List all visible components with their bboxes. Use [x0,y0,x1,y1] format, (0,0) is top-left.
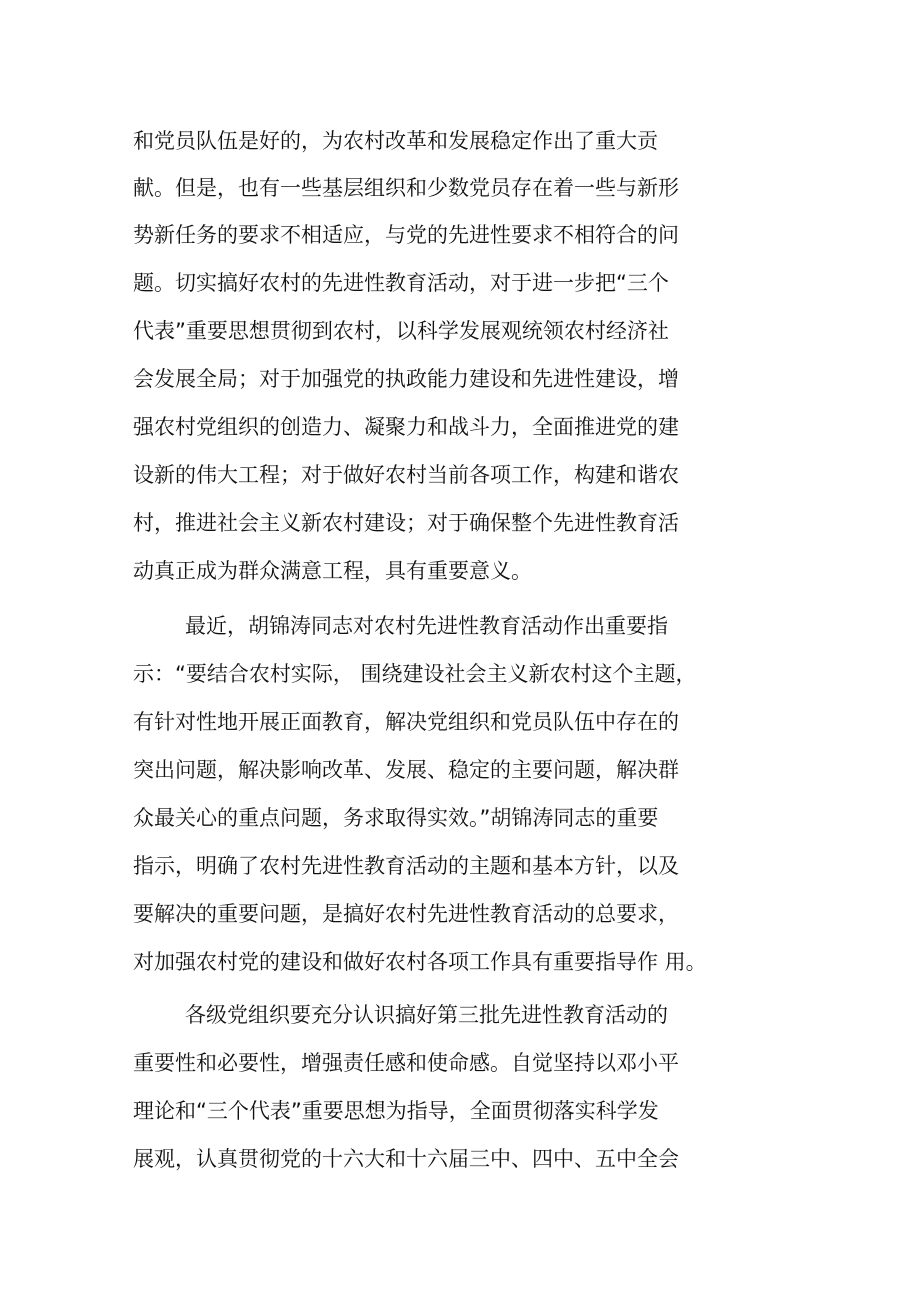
paragraph-2-line-1: 最近，胡锦涛同志对农村先进性教育活动作出重要指 [185,614,668,638]
paragraph-1-line-9: 村，推进社会主义新农村建设；对于确保整个先进性教育活 [133,511,679,535]
paragraph-3-line-4: 展观，认真贯彻党的十六大和十六届三中、四中、五中全会 [133,1147,679,1171]
paragraph-1-line-6: 会发展全局；对于加强党的执政能力建设和先进性建设，增 [133,367,679,391]
paragraph-3-line-2: 重要性和必要性，增强责任感和使命感。自觉坚持以邓小平 [133,1051,679,1075]
paragraph-3-line-1: 各级党组织要充分认识搞好第三批先进性教育活动的 [185,1003,668,1027]
paragraph-2-line-8: 对加强农村党的建设和做好农村各项工作具有重要指导作 用。 [133,950,707,974]
paragraph-2-line-2: 示：“要结合农村实际， 围绕建设社会主义新农村这个主题， [133,662,697,686]
paragraph-2-line-3: 有针对性地开展正面教育，解决党组织和党员队伍中存在的 [133,710,679,734]
paragraph-3-line-3: 理论和“三个代表”重要思想为指导，全面贯彻落实科学发 [133,1099,659,1123]
paragraph-2-line-5: 众最关心的重点问题，务求取得实效。”胡锦涛同志的重要 [133,806,659,830]
paragraph-1-line-7: 强农村党组织的创造力、凝聚力和战斗力，全面推进党的建 [133,415,679,439]
paragraph-2-line-7: 要解决的重要问题，是搞好农村先进性教育活动的总要求， [133,902,679,926]
paragraph-1-line-2: 献。但是，也有一些基层组织和少数党员存在着一些与新形 [133,176,679,200]
paragraph-1-line-4: 题。切实搞好农村的先进性教育活动，对于进一步把“三个 [133,271,669,295]
paragraph-1-line-8: 设新的伟大工程；对于做好农村当前各项工作，构建和谐农 [133,463,679,487]
paragraph-1-line-5: 代表”重要思想贯彻到农村，以科学发展观统领农村经济社 [133,319,669,343]
paragraph-1-line-10: 动真正成为群众满意工程，具有重要意义。 [133,559,532,583]
paragraph-1-line-1: 和党员队伍是好的，为农村改革和发展稳定作出了重大贡 [133,129,658,153]
paragraph-1-line-3: 势新任务的要求不相适应，与党的先进性要求不相符合的问 [133,223,679,247]
paragraph-2-line-6: 指示，明确了农村先进性教育活动的主题和基本方针，以及 [133,854,679,878]
paragraph-2-line-4: 突出问题，解决影响改革、发展、稳定的主要问题，解决群 [133,758,679,782]
